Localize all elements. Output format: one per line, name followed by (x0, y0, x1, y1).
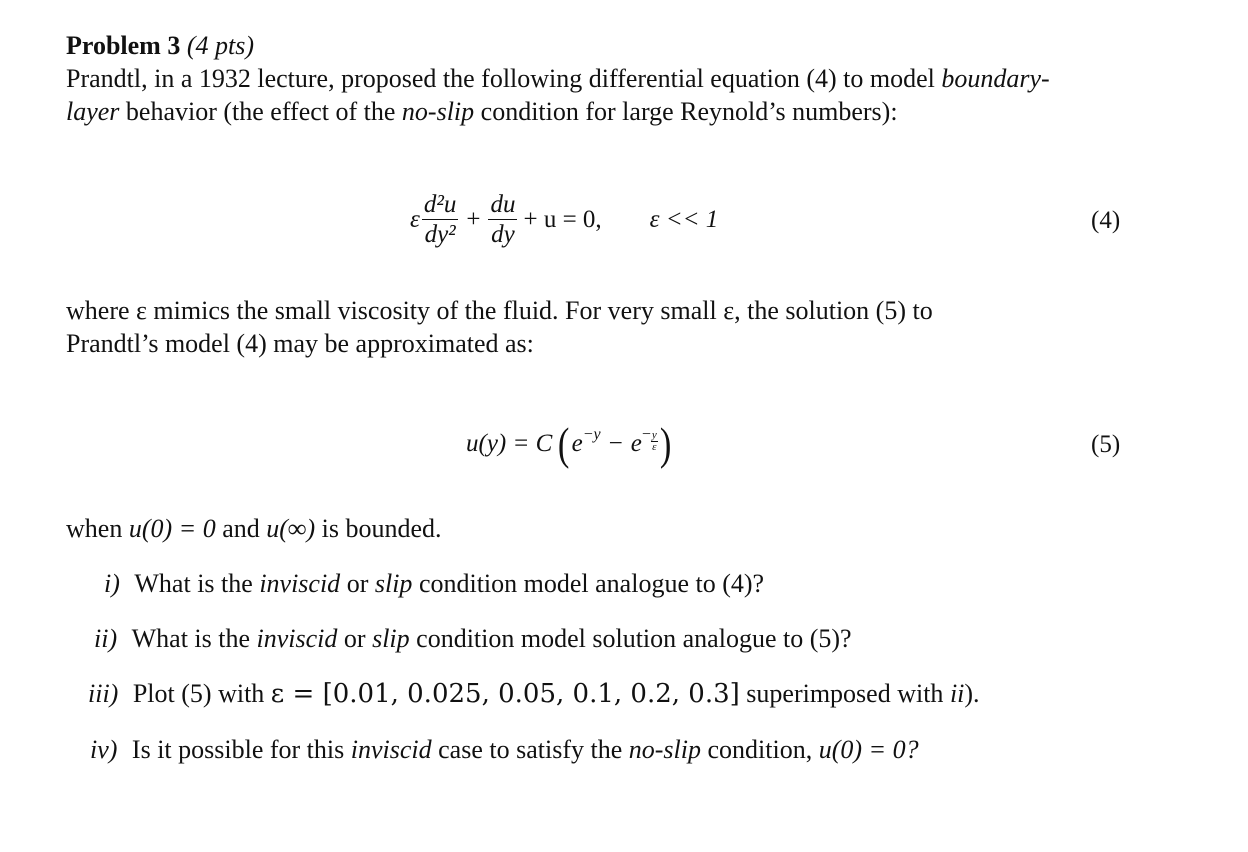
eq4-first-derivative: $\frac{du}{dy}$ (490, 190, 516, 248)
eq5-exp-2-sign: − (641, 426, 651, 443)
intro-line-1 (66, 66, 1050, 92)
question-ii: ii) What is the inviscid or slip condition model solution analogue to (5)? (94, 624, 852, 653)
eq5-exp-1: e (571, 430, 583, 457)
equation-4-number: (4) (1091, 207, 1121, 234)
eq5-right-paren: ) (659, 418, 672, 469)
intro-text: behavior (the effect of the (119, 97, 402, 126)
middle-line-2: Prandtl’s model (4) may be approximated as: (66, 329, 534, 358)
problem-heading (66, 33, 254, 59)
question-label: i) (104, 569, 120, 598)
boundary-conditions: when u(0) = 0 and u(∞) is bounded. (66, 514, 442, 543)
intro-emphasis: no-slip (401, 97, 475, 126)
intro-text: condition for large Reynold’s numbers): (474, 97, 898, 126)
question-label: iii) (88, 679, 119, 708)
equation-4 (410, 184, 718, 256)
eq4-condition: ε << 1 (649, 206, 719, 233)
eq4-second-derivative: $\frac{\text{d²u}}{\text{dy²}}$ (423, 190, 457, 248)
eq4-rest: + u = 0, (523, 206, 602, 233)
question-label: iv) (90, 735, 118, 764)
question-i: i) What is the inviscid or slip condition model analogue to (4)? (104, 569, 765, 598)
eq5-exp-2-fraction: $\frac{y}{\varepsilon}$ (651, 428, 657, 453)
eq4-epsilon: ε (410, 206, 420, 233)
epsilon-values: ε = [0.01, 0.025, 0.05, 0.1, 0.2, 0.3] (270, 679, 740, 709)
problem-title: Problem 3 (66, 31, 181, 60)
middle-line-1: where ε mimics the small viscosity of the fluid. For very small ε, the solution (5) to (66, 296, 933, 325)
intro-emphasis: layer (66, 97, 120, 126)
boundary-math-2: u(∞) (266, 514, 316, 543)
eq5-minus: − (608, 430, 623, 457)
eq5-exp-2: e (630, 430, 642, 457)
eq5-left-paren: ( (558, 418, 570, 469)
equation-5-number: (5) (1091, 431, 1121, 458)
problem-points: (4 pts) (186, 31, 255, 60)
intro-emphasis: boundary- (941, 64, 1050, 93)
eq5-exp-1-power: −y (582, 426, 601, 443)
intro-text: Prandtl, in a 1932 lecture, proposed the following differential equation (4) to model (66, 64, 942, 93)
equation-5 (466, 416, 673, 472)
question-label: ii) (94, 624, 118, 653)
question-iii: iii) Plot (5) with ε = [0.01, 0.025, 0.05, 0.1, 0.2, 0.3] superimposed with ii). (88, 679, 980, 709)
question-iv: iv) Is it possible for this inviscid case to satisfy the no-slip condition, u(0) = 0? (90, 735, 919, 764)
eq4-plus: + (466, 206, 481, 233)
eq5-lhs: u(y) = C (466, 430, 553, 457)
intro-line-2 (66, 99, 898, 125)
boundary-math-1: u(0) = 0 (128, 514, 216, 543)
